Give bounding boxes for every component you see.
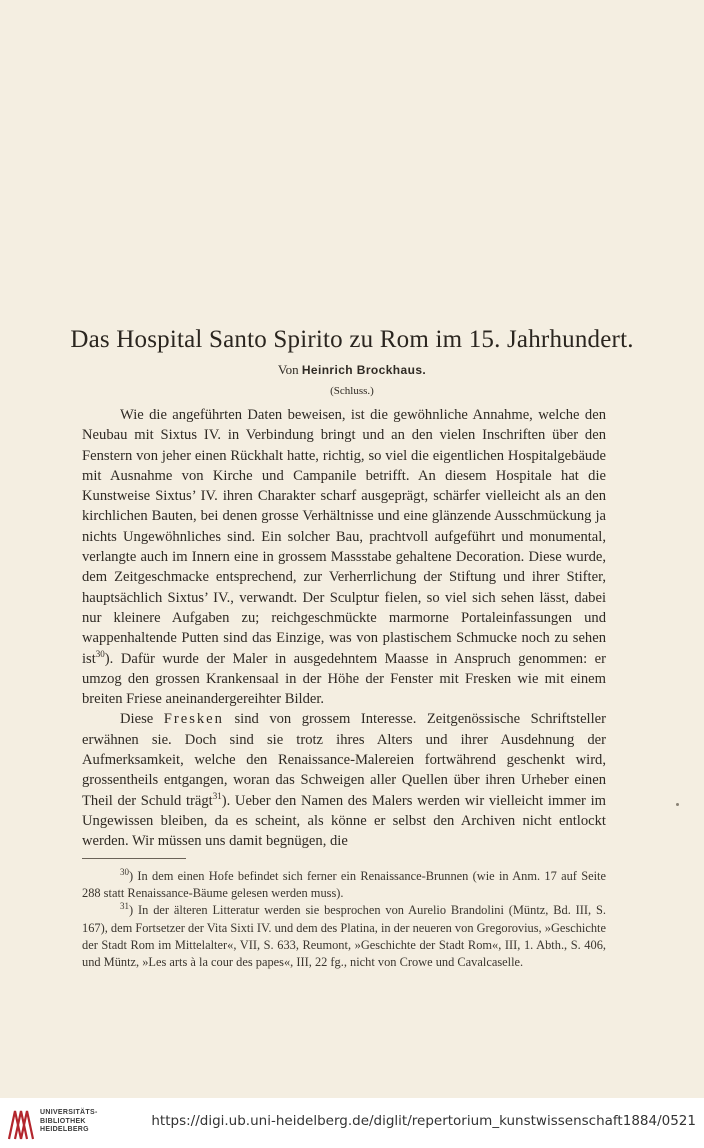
article-author [0,362,704,378]
library-name [40,1109,98,1135]
footnote-ref-31[interactable]: 31 [212,790,222,801]
article-subtitle: (Schluss.) [330,385,374,397]
footnote-divider [82,858,186,859]
paragraph-2 [82,709,606,851]
paragraph-1 [82,405,606,709]
library-name-line-3: HEIDELBERG [40,1126,89,1133]
paragraph-2-text: Diese [120,711,154,728]
footnote-31-text: ) In der älteren Litteratur werden sie besprochen von Aurelio Brandolini (Müntz, Bd. III, S. 167), dem Fortsetzer der Vita Sixti IV. und dem des Platina, in der neueren von Gregorovius, »Geschichte der Stadt Rom im Mittelalter«, VII, S. 633, Reumont, »Geschichte der Stadt Rom«, III, 1. Abth., S. 406, und Müntz, »Les arts à la cour des papes«, III, 22 fg., nicht von Crowe und Cavalcaselle. [82,903,606,970]
paragraph-1-text-cont: ). Dafür wurde der Maler in ausgedehntem Maasse in Anspruch genommen: er umzog den grossen Krankensaal in der Höhe der Fenster mit Fresken wie mit einem breiten Friese aneinandergereihter Bilder. [82,650,606,708]
footnote-30 [82,868,606,902]
permalink-url[interactable]: https://digi.ub.uni-heidelberg.de/diglit/repertorium_kunstwissenschaft1884/0521 [151,1113,696,1129]
footnote-31 [82,902,606,971]
article-title: Das Hospital Santo Spirito zu Rom im 15. Jahrhundert. [70,326,634,353]
footnote-ref-30[interactable]: 30 [95,648,105,659]
scan-speck [676,803,679,806]
footnote-31-number: 31 [120,901,129,912]
emphasized-word: Fresken [163,711,224,728]
library-logo-icon[interactable] [6,1103,36,1143]
paragraph-1-text: Wie die angeführten Daten beweisen, ist die gewöhnliche Annahme, welche den Neubau mit Sixtus IV. in Verbindung bringt und an den vielen Inschriften über den Fenstern von jeher einen Rückhalt hatte, richtig, so viel die eigentlichen Hospitalgebäude mit Ausnahme von Kirche und Campanile betrifft. An diesem Hospitale hat die Kunstweise Sixtus’ IV. ihren Charakter scharf ausgeprägt, schärfer vielleicht als an den kirchlichen Bauten, bei denen grosse Verhältnisse und eine glänzende Ausschmückung ja nichts Ungewöhnliches sind. Ein solcher Bau, prachtvoll aufgeführt und monumental, verlangte auch im Innern eine in grossem Massstabe gehaltene Decoration. Diese wurde, dem Zeitgeschmacke entsprechend, zur Verherrlichung der Stiftung und ihrer Stifter, hauptsächlich Sixtus’ IV., verwandt. Der Sculptur fielen, so viel sich sehen lässt, dabei nur kleinere Aufgaben zu; reichgeschmückte marmorne Portaleinfassungen und wappenhaltende Putten sind das Einzige, was von plastischem Schmucke noch zu sehen ist [82,407,606,667]
author-prefix: Von [277,362,299,377]
paragraph-2-text-end: ). Ueber den Namen des Malers werden wir vielleicht immer im Ungewissen bleiben, da es scheint, als könne er selbst den Archiven nicht entlockt werden. Wir müssen uns damit begnügen, die [82,792,606,850]
footnote-30-text: ) In dem einen Hofe befindet sich ferner ein Renaissance-Brunnen (wie in Anm. 17 auf Seite 288 statt Renaissance-Bäume gelesen werden muss). [82,869,606,901]
library-name-line-1: UNIVERSITÄTS- [40,1109,98,1116]
body-text [82,405,606,852]
footnotes [82,868,606,971]
library-name-line-2: BIBLIOTHEK [40,1117,86,1125]
author-name: Heinrich Brockhaus. [301,363,427,377]
footnote-30-number: 30 [120,866,129,877]
paragraph-2-text-cont: sind von grossem Interesse. Zeitgenössische Schriftsteller erwähnen sie. Doch sind sie trotz ihres Alters und ihrer Ausdehnung der Aufmerksamkeit, welche den Renaissance-Malereien fortwährend geschenkt wird, grossentheils entgangen, woran das Schweigen aller Quellen über ihren Urheber einen Theil der Schuld trägt [82,711,606,809]
